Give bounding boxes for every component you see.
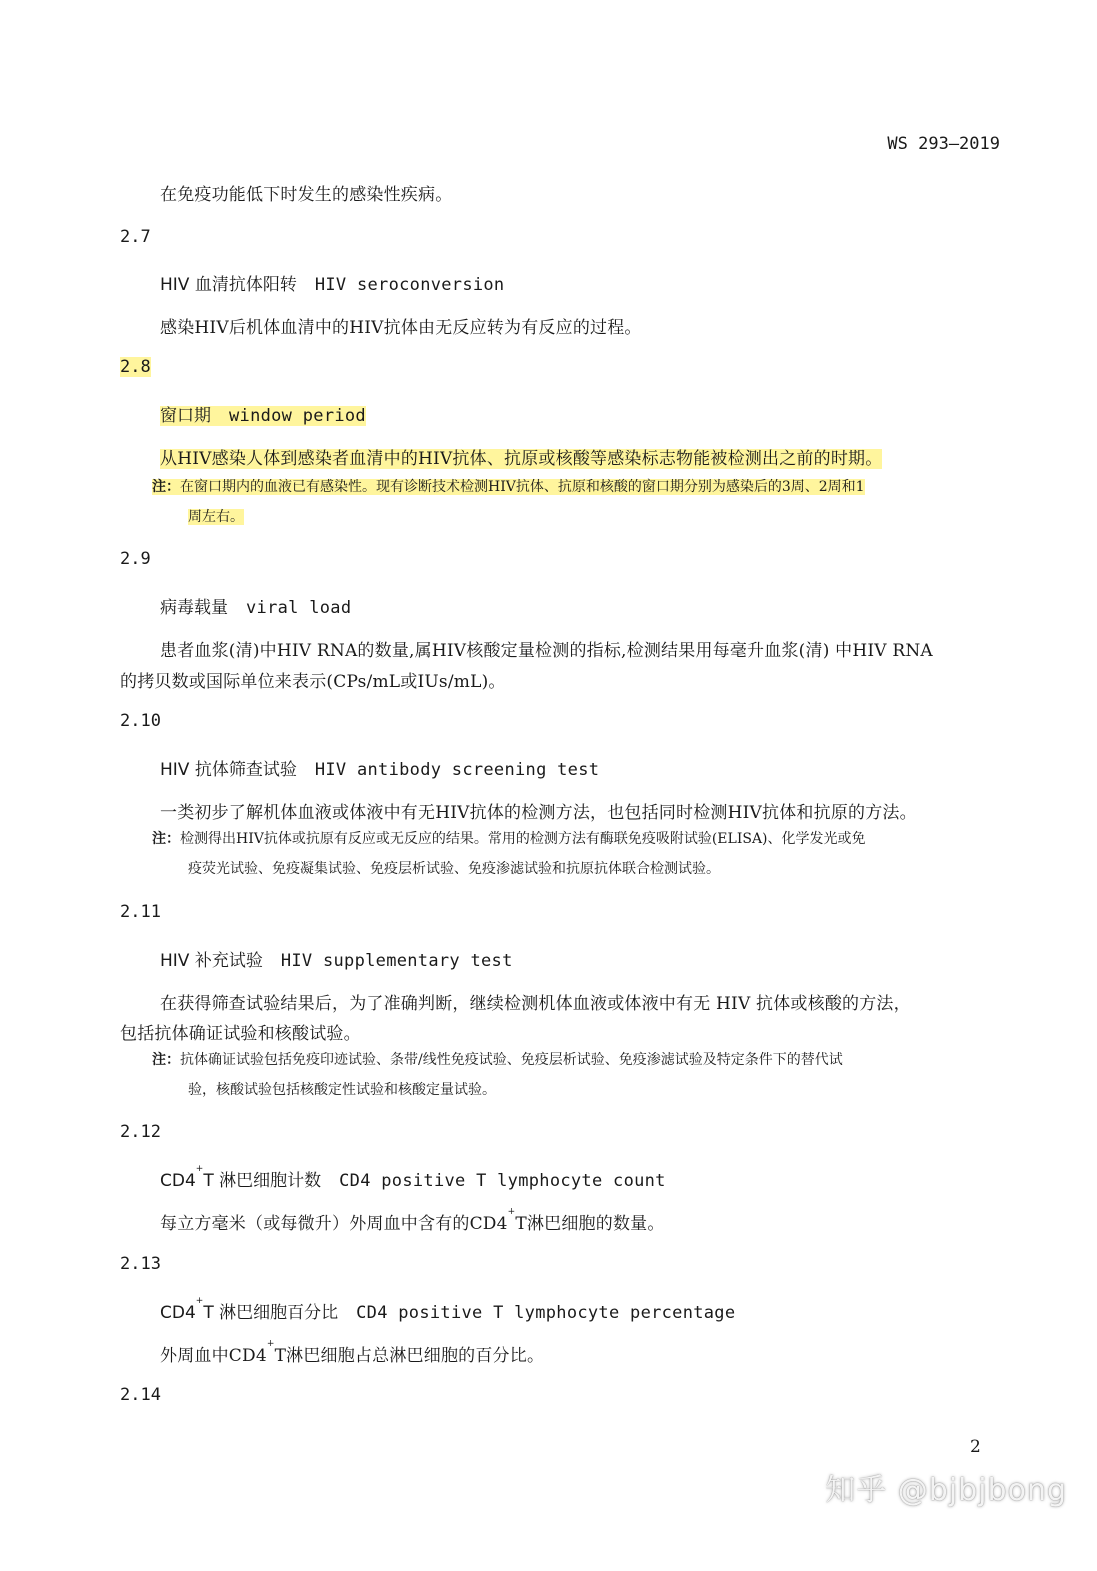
intro-line: 在免疫功能低下时发生的感染性疾病。 (160, 185, 453, 205)
page-number: 2 (970, 1437, 981, 1457)
definition-line: 外周血中CD4+T淋巴细胞占总淋巴细胞的百分比。 (160, 1339, 545, 1366)
entry-number: 2.7 (120, 227, 151, 247)
term-zh: 病毒载量 (160, 598, 228, 618)
definition-line: 感染HIV后机体血清中的HIV抗体由无反应转为有反应的过程。 (160, 318, 642, 338)
note: 注：检测得出HIV抗体或抗原有反应或无反应的结果。常用的检测方法有酶联免疫吸附试验(ELISA)、化学发光或免 (152, 831, 866, 847)
definition-line: 包括抗体确证试验和核酸试验。 (120, 1024, 361, 1044)
entry-number: 2.11 (120, 902, 161, 922)
term-zh: HIV 抗体筛查试验 (160, 760, 297, 780)
note-continuation: 疫荧光试验、免疫凝集试验、免疫层析试验、免疫渗滤试验和抗原抗体联合检测试验。 (188, 861, 720, 877)
standard-code: WS 293—2019 (887, 134, 1000, 154)
term-en: CD4 positive T lymphocyte percentage (356, 1303, 736, 1323)
term-heading (160, 1166, 666, 1191)
term-heading (160, 401, 366, 426)
note-label: 注： (152, 479, 180, 495)
note-continuation: 周左右。 (188, 509, 244, 525)
note-continuation: 验，核酸试验包括核酸定性试验和核酸定量试验。 (188, 1082, 496, 1098)
term-en: HIV supplementary test (280, 951, 513, 971)
term-en: CD4 positive T lymphocyte count (339, 1171, 666, 1191)
definition-line: 从HIV感染人体到感染者血清中的HIV抗体、抗原或核酸等感染标志物能被检测出之前的时期。 (160, 449, 883, 469)
term-en: HIV seroconversion (314, 275, 505, 295)
term-en: HIV antibody screening test (314, 760, 600, 780)
term-heading (160, 270, 504, 295)
entry-number: 2.10 (120, 711, 161, 731)
term-en: viral load (246, 598, 352, 618)
term-heading (160, 593, 351, 618)
note: 注：抗体确证试验包括免疫印迹试验、条带/线性免疫试验、免疫层析试验、免疫渗滤试验及特定条件下的替代试 (152, 1052, 843, 1068)
definition-line: 的拷贝数或国际单位来表示(CPs/mL或IUs/mL)。 (120, 672, 506, 692)
term-heading (160, 946, 513, 971)
entry-number: 2.12 (120, 1122, 161, 1142)
definition-line: 患者血浆(清)中HIV RNA的数量,属HIV核酸定量检测的指标,检测结果用每毫升血浆(清) 中HIV RNA (160, 641, 933, 661)
term-heading (160, 755, 599, 780)
entry-number: 2.14 (120, 1385, 161, 1405)
term-zh: CD4+T 淋巴细胞百分比 (160, 1296, 339, 1323)
term-en: window period (229, 406, 366, 426)
term-zh: CD4+T 淋巴细胞计数 (160, 1164, 322, 1191)
term-zh: HIV 补充试验 (160, 951, 263, 971)
entry-number: 2.8 (120, 357, 151, 377)
term-heading (160, 1298, 735, 1323)
definition-line: 每立方毫米（或每微升）外周血中含有的CD4+T淋巴细胞的数量。 (160, 1207, 665, 1234)
definition-line: 一类初步了解机体血液或体液中有无HIV抗体的检测方法，也包括同时检测HIV抗体和抗原的方法。 (160, 803, 917, 823)
term-zh: 窗口期 (160, 406, 211, 426)
watermark: 知乎 @bjbjbong (825, 1473, 1067, 1508)
note-label: 注： (152, 1052, 180, 1068)
note-label: 注： (152, 831, 180, 847)
entry-number: 2.13 (120, 1254, 161, 1274)
definition-line: 在获得筛查试验结果后，为了准确判断，继续检测机体血液或体液中有无 HIV 抗体或核酸的方法， (160, 994, 911, 1014)
note: 注：在窗口期内的血液已有感染性。现有诊断技术检测HIV抗体、抗原和核酸的窗口期分别为感染后的3周、2周和1 (152, 479, 865, 495)
entry-number: 2.9 (120, 549, 151, 569)
term-zh: HIV 血清抗体阳转 (160, 275, 297, 295)
